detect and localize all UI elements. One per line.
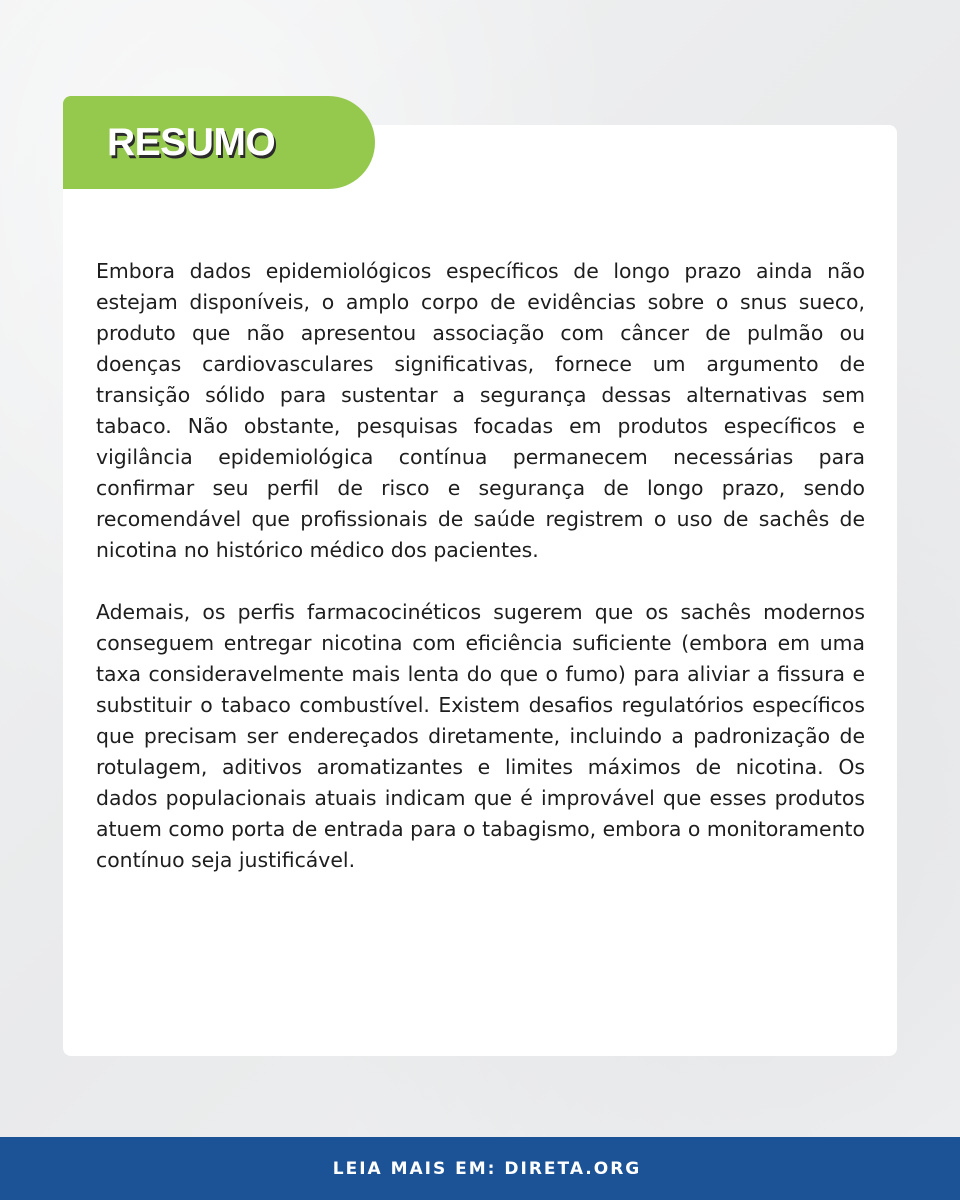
paragraph-2: Ademais, os perfis farmacocinéticos sugerem que os sachês modernos conseguem entregar nicotina com eficiência suficiente (embora em uma taxa consideravelmente mais lenta do que o fumo) para aliviar a fissura e substituir o tabaco combustível. Existem desafios regulatórios específicos que precisam ser endereçados diretamente, incluindo a padronização de rotulagem, aditivos aromatizantes e limites máximos de nicotina. Os dados populacionais atuais indicam que é improvável que esses produtos atuem como porta de entrada para o tabagismo, embora o monitoramento contínuo seja justificável. [96, 600, 865, 872]
summary-body [96, 256, 865, 907]
paragraph-1: Embora dados epidemiológicos específicos de longo prazo ainda não estejam disponíveis, o amplo corpo de evidências sobre o snus sueco, produto que não apresentou associação com câncer de pulmão ou doenças cardiovasculares significativas, fornece um argumento de transição sólido para sustentar a segurança dessas alternativas sem tabaco. Não obstante, pesquisas focadas em produtos específicos e vigilância epidemiológica contínua permanecem necessárias para confirmar seu perfil de risco e segurança de longo prazo, sendo recomendável que profissionais de saúde registrem o uso de sachês de nicotina no histórico médico dos pacientes. [96, 259, 865, 562]
footer-link-text[interactable]: LEIA MAIS EM: DIRETA.ORG [332, 1158, 642, 1179]
section-title: RESUMO [107, 121, 276, 164]
section-header-tab [63, 96, 375, 189]
footer-banner [0, 1137, 960, 1200]
